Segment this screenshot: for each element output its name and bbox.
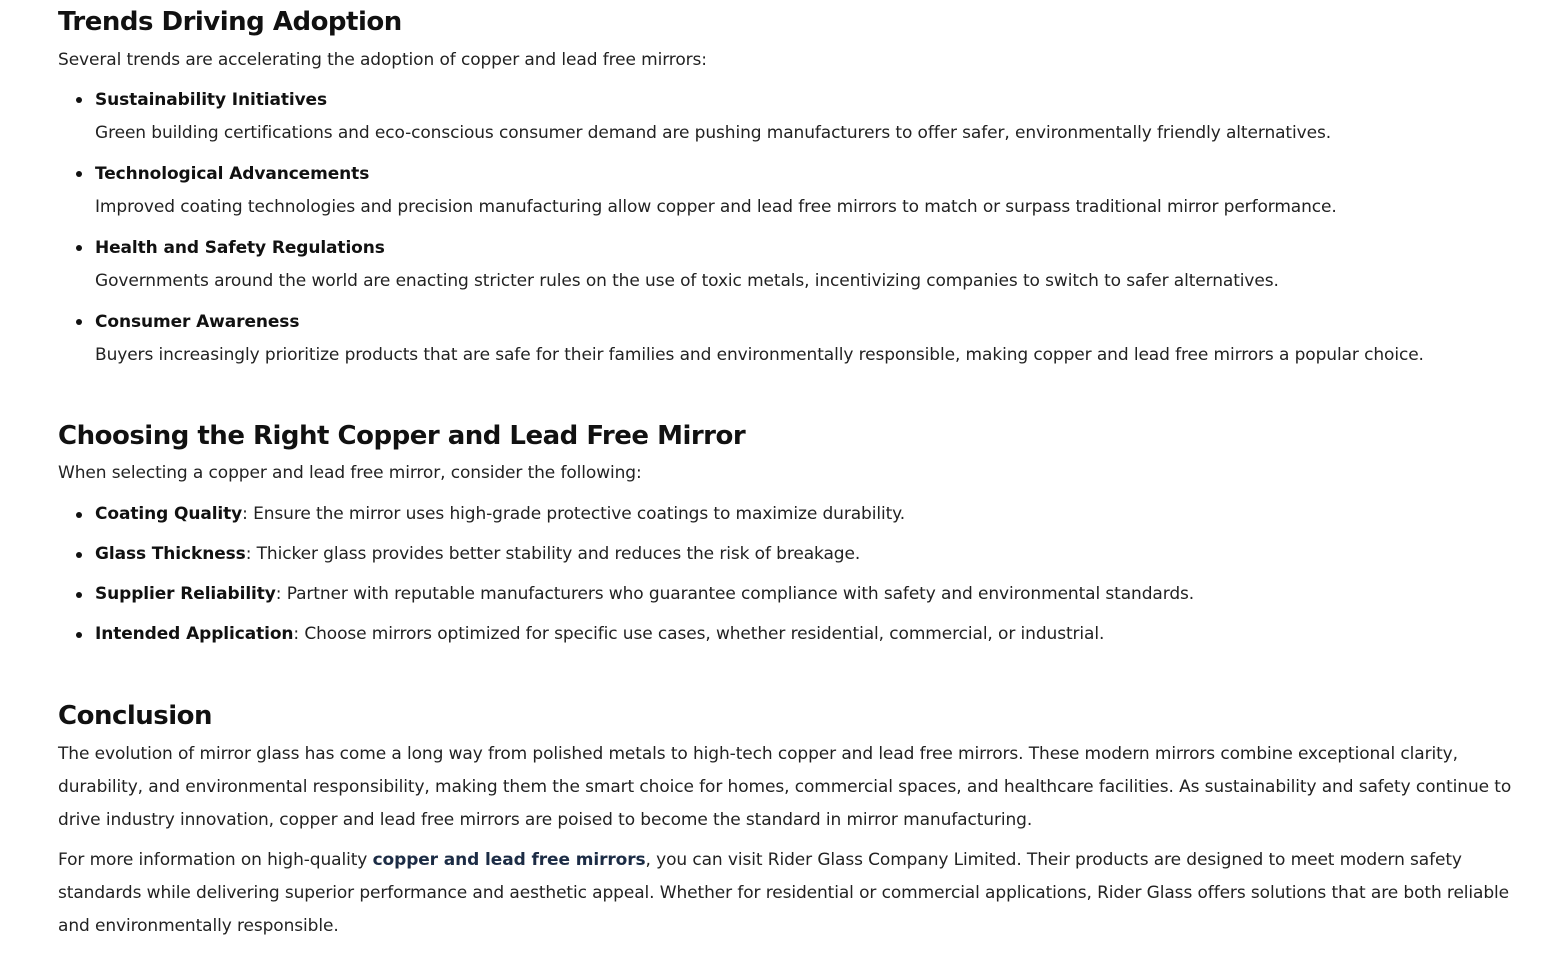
choosing-intro: When selecting a copper and lead free mirror, consider the following: xyxy=(58,463,642,483)
criterion-term: Intended Application xyxy=(95,624,294,644)
list-item xyxy=(95,159,1424,225)
criterion-text: : Partner with reputable manufacturers who guarantee compliance with safety and environmental standards. xyxy=(275,584,1195,604)
conclusion-paragraph-more-info xyxy=(58,844,1528,943)
conclusion-heading: Conclusion xyxy=(58,701,213,731)
paragraph-text-before-link: For more information on high-quality xyxy=(58,850,373,870)
conclusion-paragraph: The evolution of mirror glass has come a long way from polished metals to high-tech copper and lead free mirrors. These modern mirrors combine exceptional clarity, durability, and environmental responsibility, making them the smart choice for homes, commercial spaces, and healthcare facilities. As sustainability and safety continue to drive industry innovation, copper and lead free mirrors are poised to become the standard in mirror manufacturing. xyxy=(58,744,1512,830)
trend-description: Buyers increasingly prioritize products that are safe for their families and environmentally responsible, making copper and lead free mirrors a popular choice. xyxy=(95,345,1424,365)
trends-heading: Trends Driving Adoption xyxy=(58,7,402,37)
trend-description: Green building certifications and eco-conscious consumer demand are pushing manufacturers to offer safer, environmentally friendly alternatives. xyxy=(95,123,1332,143)
criterion-term: Coating Quality xyxy=(95,504,243,524)
list-item xyxy=(95,233,1424,299)
list-item xyxy=(95,614,1194,654)
trend-title: Health and Safety Regulations xyxy=(95,238,385,258)
trends-intro: Several trends are accelerating the adoption of copper and lead free mirrors: xyxy=(58,50,707,70)
trends-list xyxy=(58,85,1424,381)
paragraph-text-after-link: , you can visit Rider Glass Company Limited. Their products are designed to meet modern safety standards while delivering superior performance and aesthetic appeal. Whether for residential or commercial applications, Rider Glass offers solutions that are both reliable and environmentally responsible. xyxy=(58,850,1510,936)
trend-title: Technological Advancements xyxy=(95,164,370,184)
list-item xyxy=(95,307,1424,373)
list-item xyxy=(95,85,1424,151)
criterion-text: : Choose mirrors optimized for specific use cases, whether residential, commercial, or industrial. xyxy=(293,624,1105,644)
list-item xyxy=(95,534,1194,574)
criterion-text: : Thicker glass provides better stability and reduces the risk of breakage. xyxy=(245,544,861,564)
trend-description: Improved coating technologies and precision manufacturing allow copper and lead free mirrors to match or surpass traditional mirror performance. xyxy=(95,197,1337,217)
trend-title: Consumer Awareness xyxy=(95,312,300,332)
criterion-term: Supplier Reliability xyxy=(95,584,276,604)
list-item xyxy=(95,574,1194,614)
trend-description: Governments around the world are enacting stricter rules on the use of toxic metals, incentivizing companies to switch to safer alternatives. xyxy=(95,271,1279,291)
trend-title: Sustainability Initiatives xyxy=(95,90,328,110)
choosing-heading: Choosing the Right Copper and Lead Free Mirror xyxy=(58,421,746,451)
criterion-text: : Ensure the mirror uses high-grade protective coatings to maximize durability. xyxy=(242,504,906,524)
choosing-list xyxy=(58,494,1194,654)
criterion-term: Glass Thickness xyxy=(95,544,246,564)
copper-lead-free-mirrors-link[interactable]: copper and lead free mirrors xyxy=(372,850,646,870)
list-item xyxy=(95,494,1194,534)
